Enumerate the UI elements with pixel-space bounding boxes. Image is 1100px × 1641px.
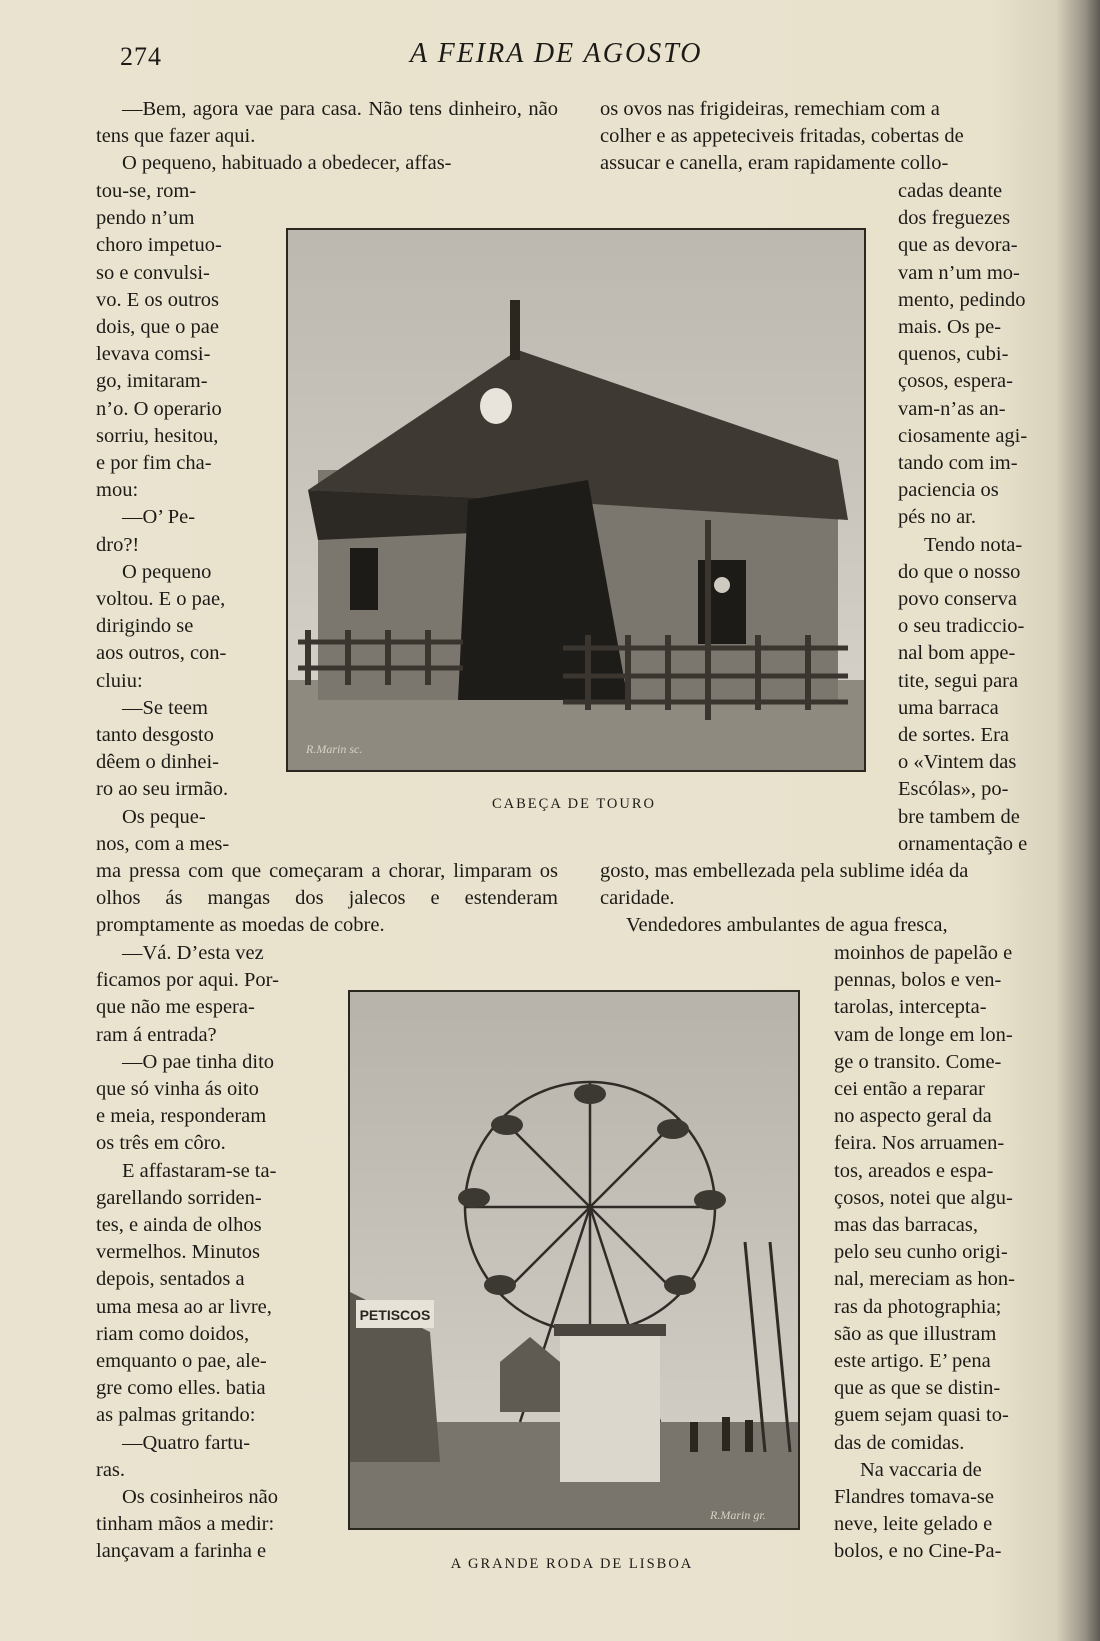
line: nal bom appe- [898, 642, 1016, 665]
line: —Quatro fartu- [122, 1431, 251, 1454]
line: os ovos nas frigideiras, remechiam com a [600, 98, 940, 120]
page-number: 274 [120, 42, 162, 71]
line: dêem o dinhei- [96, 751, 219, 774]
line: dirigindo se [96, 615, 194, 638]
line: pelo seu cunho origi- [834, 1241, 1008, 1264]
right-column-wrap [898, 178, 1052, 858]
line: e por fim cha- [96, 452, 212, 475]
caption-grande-roda: A GRANDE RODA DE LISBOA [450, 1556, 694, 1572]
line: bolos, e no Cine-Pa- [834, 1540, 1002, 1563]
line: o «Vintem das [898, 751, 1017, 774]
line: voltou. E o pae, [96, 588, 226, 611]
left-column-bottom [96, 940, 314, 1566]
line: ciosamente agi- [898, 424, 1028, 447]
line: pennas, bolos e ven- [834, 969, 1002, 992]
line: dro?! [96, 533, 140, 556]
line: o seu tradiccio- [898, 615, 1025, 638]
line: Vendedores ambulantes de agua fresca, [626, 914, 948, 937]
line: mas das barracas, [834, 1214, 979, 1237]
running-head: A FEIRA DE AGOSTO [410, 38, 703, 69]
paragraph: O pequeno, habituado a obedecer, affas- [122, 152, 452, 175]
line: ro ao seu irmão. [96, 778, 229, 801]
line: colher e as appeteciveis fritadas, cobertas de [600, 125, 964, 148]
right-column-bottom [834, 940, 1052, 1566]
line: pendo n’um [96, 207, 195, 230]
line: aos outros, con- [96, 642, 227, 665]
line: —O’ Pe- [122, 506, 196, 529]
line: —Vá. D’esta vez [122, 942, 264, 964]
caption-cabeca-de-touro: CABEÇA DE TOURO [491, 796, 656, 812]
line: E affastaram-se ta- [122, 1159, 277, 1182]
right-column-middle [600, 858, 1052, 940]
line: as palmas gritando: [96, 1404, 256, 1427]
ferris-wheel-illustration [350, 992, 798, 1528]
line: O pequeno [122, 560, 212, 583]
line: gre como elles. batia [96, 1377, 266, 1400]
line: n’o. O operario [96, 397, 222, 420]
line: vam n’um mo- [898, 261, 1020, 284]
line: vermelhos. Minutos [96, 1241, 260, 1264]
line: tes, e ainda de olhos [96, 1214, 262, 1237]
line: são as que illustram [834, 1322, 997, 1345]
line: Escólas», po- [898, 778, 1009, 801]
left-column-top [96, 96, 558, 178]
line: guem sejam quasi to- [834, 1404, 1009, 1427]
line: paciencia os [898, 479, 999, 502]
line: que as que se distin- [834, 1377, 1001, 1400]
line: emquanto o pae, ale- [96, 1350, 267, 1373]
line: este artigo. E’ pena [834, 1350, 991, 1373]
line: ras. [96, 1458, 126, 1481]
photo-cabeca-de-touro [286, 228, 866, 772]
line: pés no ar. [898, 506, 976, 529]
line: gosto, mas embellezada pela sublime idéa da [600, 860, 969, 882]
line: çosos, notei que algu- [834, 1186, 1013, 1209]
line: do que o nosso [898, 560, 1021, 583]
line: tarolas, intercepta- [834, 996, 987, 1019]
paragraph: ma pressa com que começaram a chorar, limparam os olhos ás mangas dos jalecos e estenderam promptamente as moedas de cobre. [96, 860, 558, 937]
line: çosos, espera- [898, 370, 1013, 393]
line: ras da photographia; [834, 1295, 1002, 1318]
line: uma mesa ao ar livre, [96, 1295, 272, 1318]
engraver-signature: R.Marin sc. [306, 742, 363, 756]
line: tos, areados e espa- [834, 1159, 994, 1182]
line: tanto desgosto [96, 724, 214, 747]
line: quenos, cubi- [898, 343, 1009, 366]
line: e meia, responderam [96, 1105, 267, 1128]
line: que só vinha ás oito [96, 1078, 259, 1101]
line: caridade. [600, 887, 675, 910]
line: uma barraca [898, 696, 999, 719]
line: cluiu: [96, 669, 143, 692]
line: Os cosinheiros não [122, 1486, 279, 1509]
line: vo. E os outros [96, 288, 219, 311]
line: vam-n’as an- [898, 397, 1006, 420]
line: lançavam a farinha e [96, 1540, 267, 1563]
left-column-wrap [96, 178, 268, 858]
petiscos-sign: PETISCOS [359, 1307, 431, 1323]
line: tando com im- [898, 452, 1018, 475]
line: nal, mereciam as hon- [834, 1268, 1016, 1291]
line: dos freguezes [898, 207, 1011, 230]
line: levava comsi- [96, 343, 211, 366]
line: bre tambem de [898, 805, 1020, 828]
line: riam como doidos, [96, 1322, 250, 1345]
line: ge o transito. Come- [834, 1050, 1002, 1073]
line: neve, leite gelado e [834, 1513, 993, 1536]
hut-illustration [288, 230, 864, 770]
line: vam de longe em lon- [834, 1023, 1013, 1046]
line: —O pae tinha dito [122, 1050, 275, 1073]
line: que não me espera- [96, 996, 255, 1019]
line: tou-se, rom- [96, 180, 197, 202]
line: choro impetuo- [96, 234, 222, 257]
right-column-top [600, 96, 1052, 178]
engraver-signature: R.Marin gr. [710, 1508, 766, 1522]
line: go, imitaram- [96, 370, 208, 393]
line: mento, pedindo [898, 288, 1026, 311]
line: Flandres tomava-se [834, 1486, 994, 1509]
photo-grande-roda [348, 990, 800, 1530]
line: sorriu, hesitou, [96, 424, 219, 447]
line: ram á entrada? [96, 1023, 217, 1046]
line: tinham mãos a medir: [96, 1513, 275, 1536]
line: mou: [96, 479, 139, 502]
line: tite, segui para [898, 669, 1019, 692]
line: dois, que o pae [96, 316, 219, 339]
line: ficamos por aqui. Por- [96, 969, 279, 992]
line: os três em côro. [96, 1132, 226, 1155]
line: que as devora- [898, 234, 1018, 257]
line: cadas deante [898, 180, 1003, 202]
line: assucar e canella, eram rapidamente collo- [600, 152, 949, 175]
line: das de comidas. [834, 1431, 965, 1454]
line: ornamentação e [898, 832, 1028, 855]
line: —Se teem [122, 696, 208, 719]
line: mais. Os pe- [898, 316, 1002, 339]
line: feira. Nos arruamen- [834, 1132, 1005, 1155]
paragraph: —Bem, agora vae para casa. Não tens dinheiro, não tens que fazer aqui. [96, 98, 558, 148]
line: garellando sorriden- [96, 1186, 262, 1209]
line: cei então a reparar [834, 1078, 985, 1101]
line: povo conserva [898, 588, 1017, 611]
line: no aspecto geral da [834, 1105, 992, 1128]
line: de sortes. Era [898, 724, 1009, 747]
line: so e convulsi- [96, 261, 210, 284]
line: Os peque- [122, 805, 206, 828]
line: depois, sentados a [96, 1268, 245, 1291]
line: Tendo nota- [924, 533, 1023, 556]
left-column-middle [96, 858, 558, 940]
line: Na vaccaria de [860, 1458, 982, 1481]
line: nos, com a mes- [96, 832, 230, 855]
line: moinhos de papelão e [834, 942, 1013, 964]
